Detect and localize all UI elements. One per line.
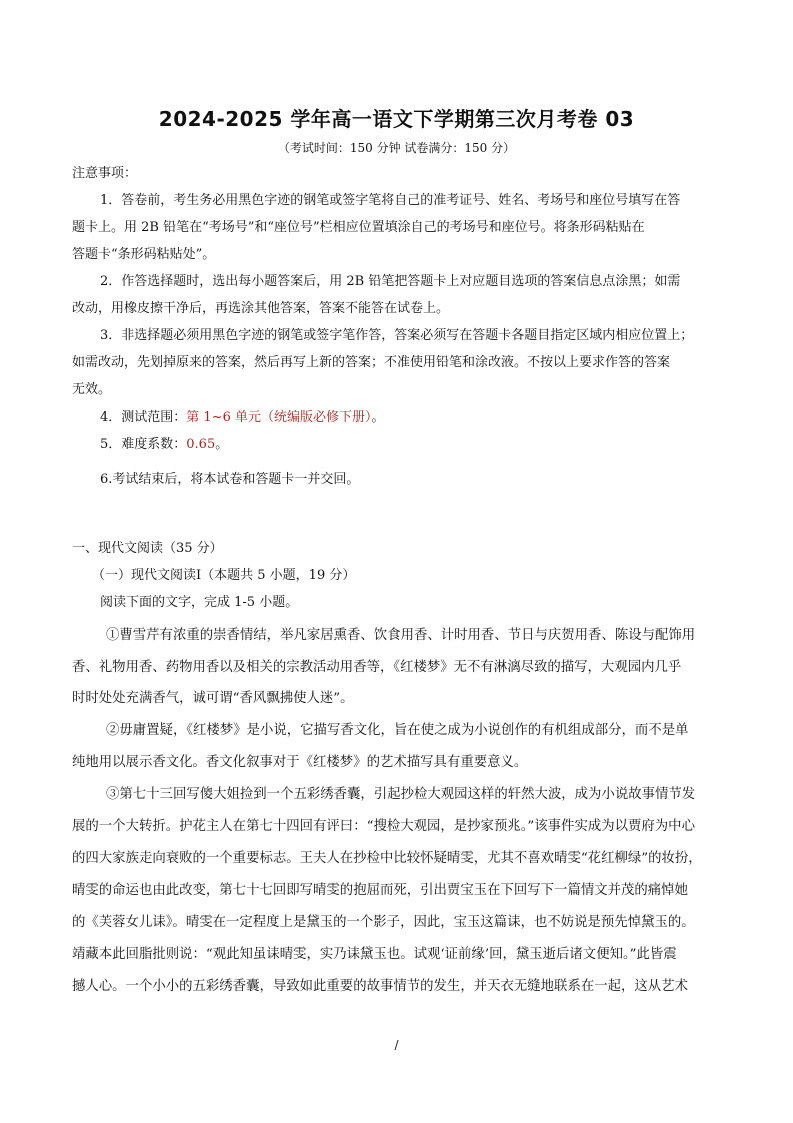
passage-p2-line-1: ②毋庸置疑，《红楼梦》是小说，它描写香文化，旨在使之成为小说创作的有机组成部分，而不是单 — [106, 723, 689, 738]
section-subheading: （一）现代文阅读Ⅰ（本题共 5 小题，19 分） — [92, 568, 356, 583]
reading-instruction: 阅读下面的文字，完成 1-5 小题。 — [100, 595, 299, 610]
passage-p3-line-1: ③第七十三回写傻大姐捡到一个五彩绣香囊，引起抄检大观园这样的轩然大波，成为小说故事情节发 — [106, 787, 696, 802]
section-heading: 一、现代文阅读（35 分） — [72, 541, 223, 556]
notice-item-4-suffix: 。 — [371, 410, 385, 425]
notice-heading: 注意事项： — [72, 166, 138, 181]
passage-p2-line-2: 纯地用以展示香文化。香文化叙事对于《红楼梦》的艺术描写具有重要意义。 — [72, 755, 528, 770]
notice-item-1-line-1: 1．答卷前，考生务必用黑色字迹的钢笔或签字笔将自己的准考证号、姓名、考场号和座位号填写在答 — [100, 193, 681, 208]
notice-item-1-line-3: 答题卡“条形码粘贴处”。 — [72, 247, 216, 262]
notice-item-1-line-2: 题卡上。用 2B 铅笔在“考场号”和“座位号”栏相应位置填涂自己的考场号和座位号。将条形码粘贴在 — [72, 220, 645, 235]
passage-p3-line-2: 展的一个大转折。护花主人在第七十四回有评曰：“搜检大观园，是抄家预兆。”该事件实成为以贾府为中心 — [72, 819, 695, 834]
passage-p1-line-1: ①曹雪芹有浓重的崇香情结，举凡家居熏香、饮食用香、计时用香、节日与庆贺用香、陈设与配饰用 — [106, 628, 696, 643]
passage-p3-line-5: 的《芙蓉女儿诔》。晴雯在一定程度上是黛玉的一个影子，因此，宝玉这篇诔，也不妨说是预先悼黛玉的。 — [72, 915, 695, 930]
notice-item-6: 6.考试结束后，将本试卷和答题卡一并交回。 — [100, 472, 360, 487]
notice-item-5 — [100, 436, 228, 454]
notice-item-2-line-2: 改动，用橡皮擦干净后，再选涂其他答案，答案不能答在试卷上。 — [72, 301, 450, 316]
notice-item-5-prefix: 5．难度系数： — [100, 437, 187, 452]
notice-item-5-suffix: 。 — [215, 437, 229, 452]
exam-subtitle: （考试时间：150 分钟 试卷满分：150 分） — [277, 141, 516, 155]
test-scope-value: 第 1~6 单元（统编版必修下册） — [186, 410, 372, 425]
notice-item-3-line-3: 无效。 — [72, 382, 112, 397]
notice-item-3-line-1: 3．非选择题必须用黑色字迹的钢笔或签字笔作答，答案必须写在答题卡各题目指定区域内相应位置上； — [100, 328, 694, 343]
notice-item-4-prefix: 4．测试范围： — [100, 410, 187, 425]
page-footer-mark: / — [394, 1038, 399, 1052]
notice-item-2-line-1: 2．作答选择题时，选出每小题答案后，用 2B 铅笔把答题卡上对应题目选项的答案信息点涂黑；如需 — [100, 274, 681, 289]
passage-p3-line-6: 靖藏本此回脂批则说：“观此知虽诔晴雯，实乃诔黛玉也。试观‘证前缘’回，黛玉逝后诸文便知。”此皆震 — [72, 947, 677, 962]
exam-title: 2024-2025 学年高一语文下学期第三次月考卷 03 — [158, 107, 635, 131]
passage-p1-line-3: 时时处处充满香气，诚可谓“香风飘拂使人迷”。 — [72, 691, 354, 706]
difficulty-value: 0.65 — [186, 437, 216, 452]
passage-p1-line-2: 香、礼物用香、药物用香以及相关的宗教活动用香等，《红楼梦》无不有淋漓尽致的描写，大观园内几乎 — [72, 660, 682, 675]
passage-p3-line-4: 晴雯的命运也由此改变，第七十七回即写晴雯的抱屈而死，引出贾宝玉在下回写下一篇情文并茂的痛悼她 — [72, 883, 688, 898]
notice-item-4 — [100, 409, 385, 427]
passage-p3-line-7: 撼人心。一个小小的五彩绣香囊，导致如此重要的故事情节的发生，并天衣无缝地联系在一起，这从艺术 — [72, 979, 688, 994]
notice-item-3-line-2: 如需改动，先划掉原来的答案，然后再写上新的答案；不准使用铅笔和涂改液。不按以上要求作答的答案 — [72, 355, 671, 370]
passage-p3-line-3: 的四大家族走向衰败的一个重要标志。王夫人在抄检中比较怀疑晴雯，尤其不喜欢晴雯“花红柳绿”的妆扮， — [72, 851, 702, 866]
